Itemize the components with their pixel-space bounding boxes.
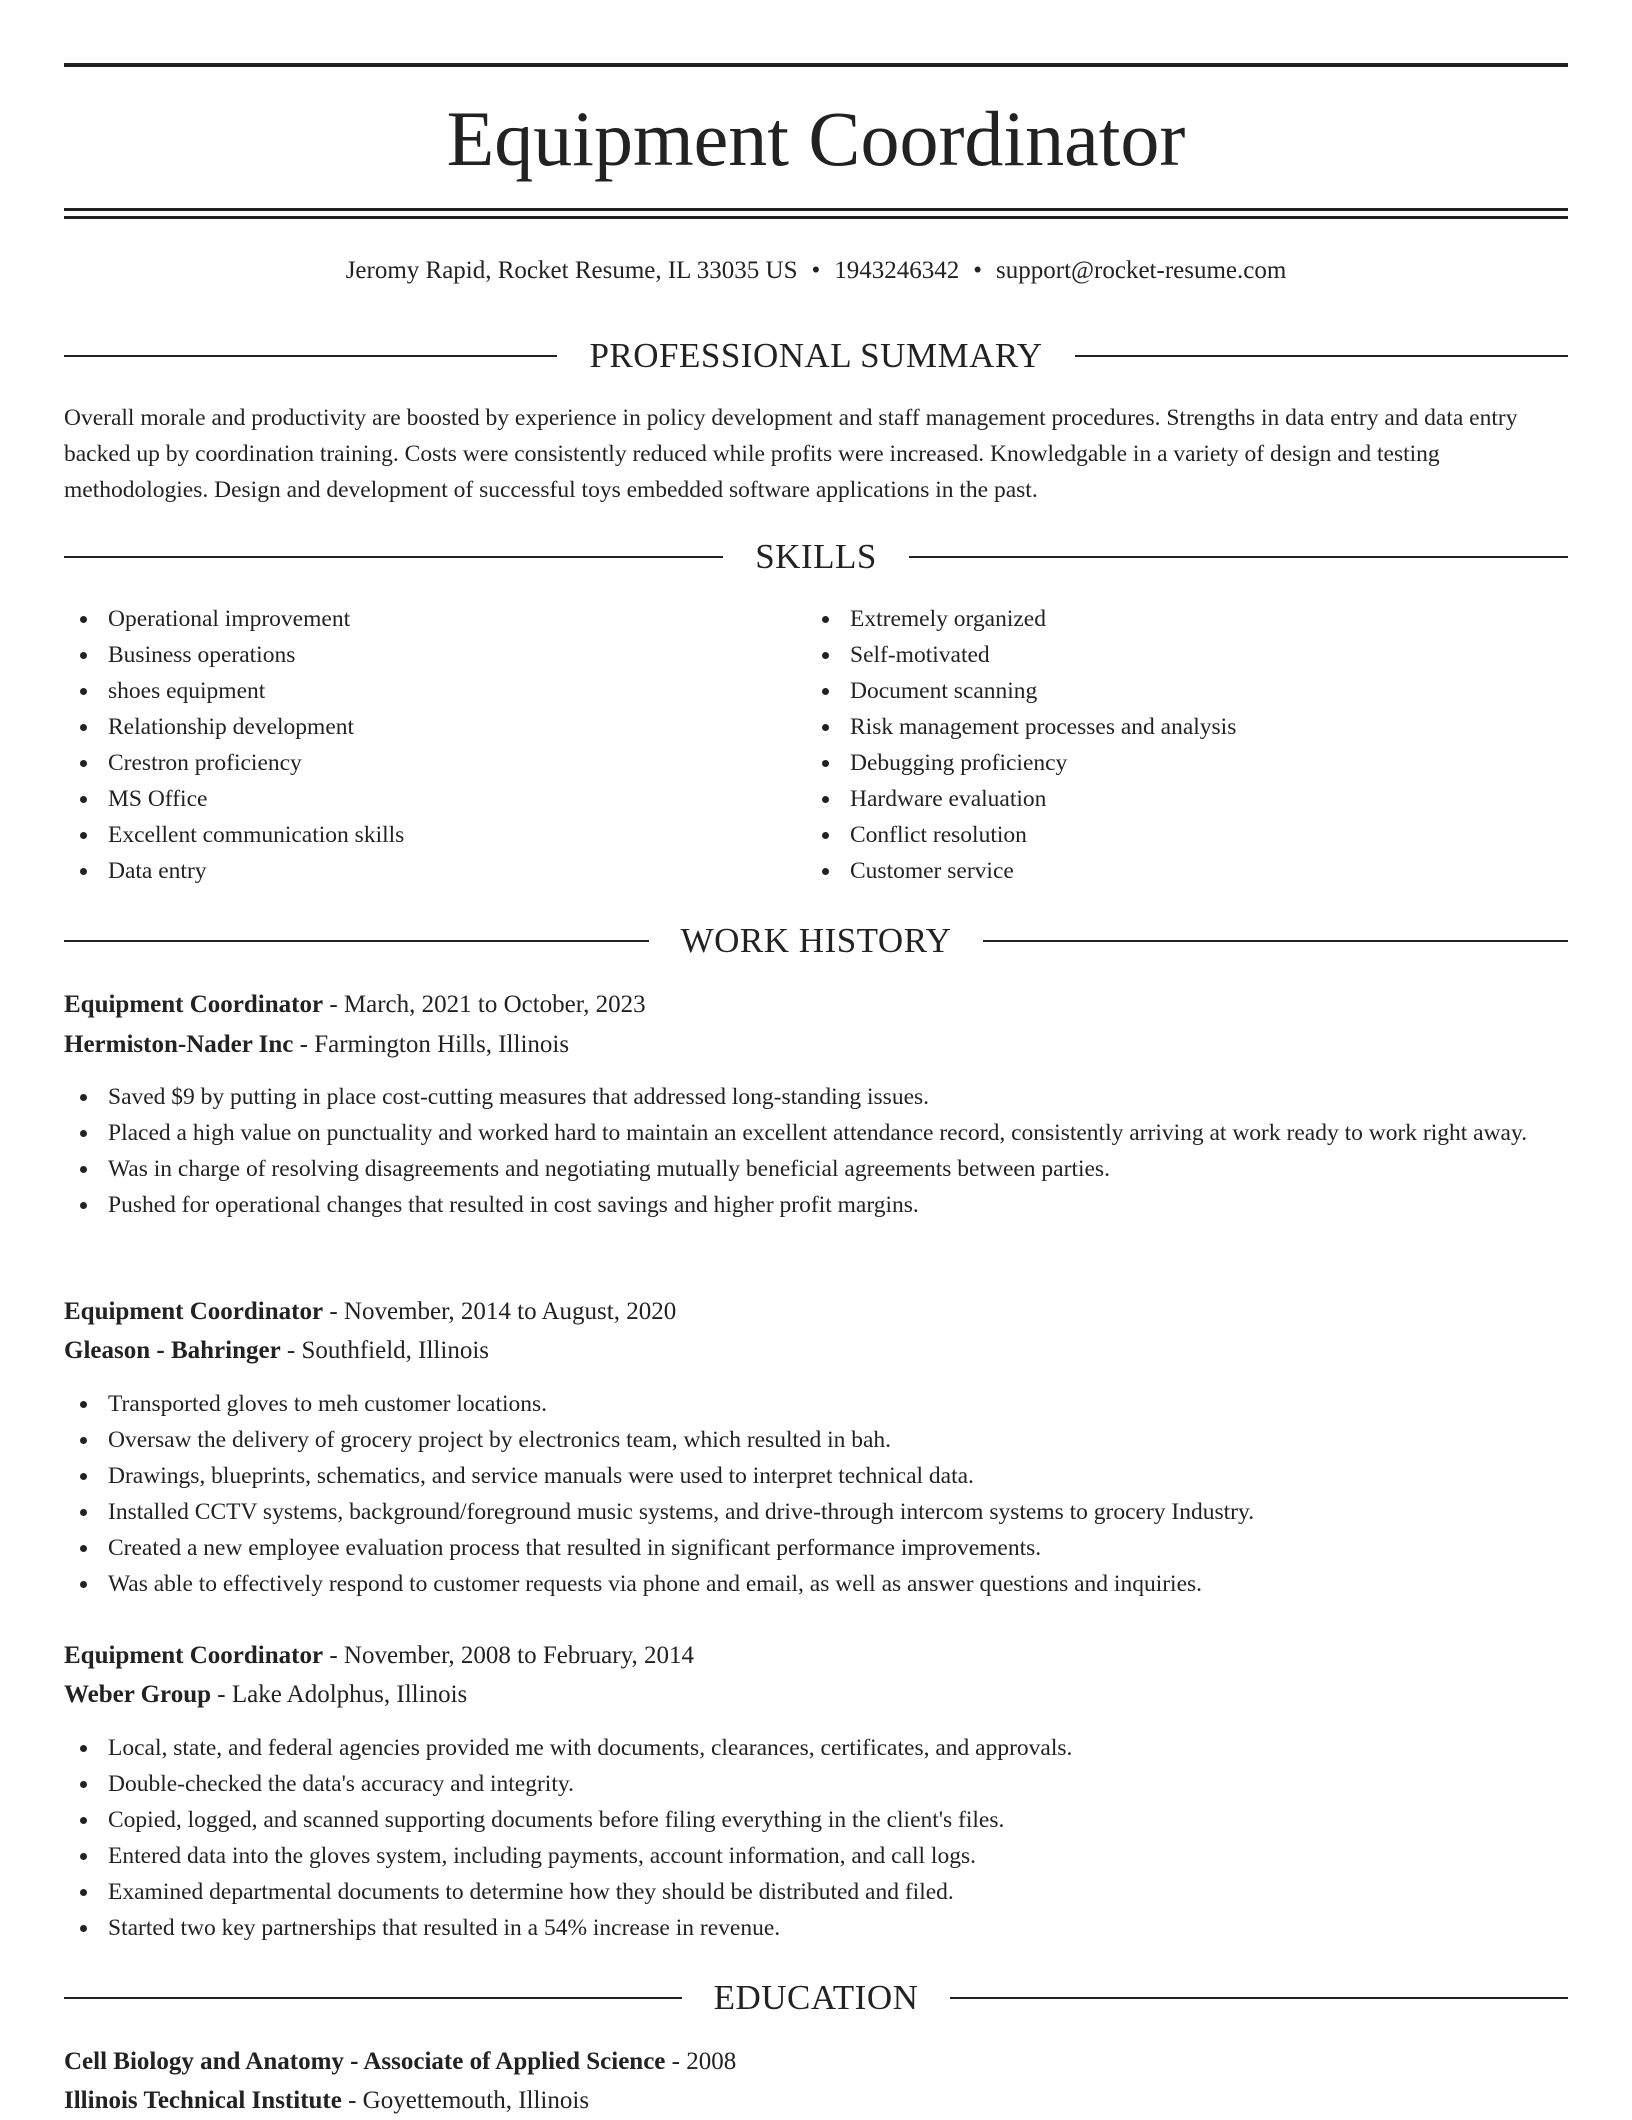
job-bullet: Copied, logged, and scanned supporting documents before filing everything in the client's files. — [64, 1802, 1568, 1838]
section-heading-text: EDUCATION — [713, 1978, 919, 2017]
education-location: - Goyettemouth, Illinois — [341, 2087, 590, 2114]
contact-email: support@rocket-resume.com — [996, 257, 1287, 284]
contact-separator: • — [973, 257, 983, 284]
heading-rule — [64, 355, 557, 357]
summary-paragraph: Overall morale and productivity are boosted by experience in policy development and staff management procedures. Strengths in data entry and data entry backed up by coordination training. Costs were consistently reduced while profits were increased. Knowledgable in a variety of design and testing methodologies. Design and development of successful toys embedded software applications in the past. — [64, 405, 1518, 503]
job-bullet: Was able to effectively respond to customer requests via phone and email, as well as answer questions and inquiries. — [64, 1566, 1568, 1602]
skill-item: Hardware evaluation — [806, 781, 1546, 817]
skill-item: Risk management processes and analysis — [806, 709, 1546, 745]
contact-separator: • — [811, 257, 821, 284]
job-bullets — [64, 1386, 1568, 1602]
job-bullet: Started two key partnerships that resulted in a 54% increase in revenue. — [64, 1910, 1568, 1946]
skills-list-right — [806, 601, 1546, 889]
title-double-rule — [64, 208, 1568, 220]
job-bullet: Was in charge of resolving disagreements and negotiating mutually beneficial agreements between parties. — [64, 1151, 1568, 1187]
skill-item: Excellent communication skills — [64, 817, 804, 853]
section-heading-work — [64, 919, 1568, 963]
contact-address: Jeromy Rapid, Rocket Resume, IL 33035 US — [345, 257, 798, 284]
skill-item: Conflict resolution — [806, 817, 1546, 853]
contact-phone: 1943246342 — [834, 257, 960, 284]
skill-item: Document scanning — [806, 673, 1546, 709]
job-title: Equipment Coordinator — [64, 1642, 324, 1669]
heading-rule — [909, 556, 1568, 558]
job-bullet: Local, state, and federal agencies provided me with documents, clearances, certificates, and approvals. — [64, 1730, 1568, 1766]
job-company: Weber Group — [64, 1681, 212, 1708]
heading-rule — [1075, 355, 1568, 357]
job-title-line — [64, 1637, 1568, 1675]
skills-list-left — [64, 601, 804, 889]
job-title-line — [64, 986, 1568, 1024]
resume-title: Equipment Coordinator — [446, 95, 1186, 182]
job-location: - Southfield, Illinois — [280, 1337, 489, 1364]
job-bullets — [64, 1079, 1568, 1223]
job-company: Gleason - Bahringer — [64, 1337, 281, 1364]
job-bullet: Oversaw the delivery of grocery project by electronics team, which resulted in bah. — [64, 1422, 1568, 1458]
job-dates: - March, 2021 to October, 2023 — [323, 991, 646, 1018]
job-bullet: Examined departmental documents to determine how they should be distributed and filed. — [64, 1874, 1568, 1910]
section-heading-education — [64, 1976, 1568, 2020]
job-company-line — [64, 1676, 1568, 1714]
job-bullet: Placed a high value on punctuality and worked hard to maintain an excellent attendance record, consistently arriving at work ready to work right away. — [64, 1115, 1568, 1151]
job-bullet: Pushed for operational changes that resulted in cost savings and higher profit margins. — [64, 1187, 1568, 1223]
section-heading-text: WORK HISTORY — [680, 921, 952, 960]
skill-item: Operational improvement — [64, 601, 804, 637]
education-school-line — [64, 2082, 1568, 2120]
heading-rule — [64, 556, 723, 558]
skill-item: Self-motivated — [806, 637, 1546, 673]
skill-item: Business operations — [64, 637, 804, 673]
job-bullet: Double-checked the data's accuracy and integrity. — [64, 1766, 1568, 1802]
job-title-line — [64, 1293, 1568, 1331]
education-degree: Cell Biology and Anatomy - Associate of Applied Science — [64, 2048, 666, 2075]
heading-rule — [64, 1997, 682, 1999]
job-title: Equipment Coordinator — [64, 1298, 324, 1325]
section-heading-skills — [64, 535, 1568, 579]
job-title: Equipment Coordinator — [64, 991, 324, 1018]
skill-item: Extremely organized — [806, 601, 1546, 637]
skill-item: Debugging proficiency — [806, 745, 1546, 781]
section-heading-text: SKILLS — [755, 537, 877, 576]
education-year: - 2008 — [665, 2048, 737, 2075]
skill-item: Data entry — [64, 853, 804, 889]
education-degree-line — [64, 2043, 1568, 2081]
skill-item: Relationship development — [64, 709, 804, 745]
job-bullet: Installed CCTV systems, background/foreground music systems, and drive-through intercom systems to grocery Industry. — [64, 1494, 1568, 1530]
job-dates: - November, 2014 to August, 2020 — [323, 1298, 677, 1325]
job-location: - Farmington Hills, Illinois — [293, 1031, 570, 1058]
section-heading-text: PROFESSIONAL SUMMARY — [589, 336, 1043, 375]
skill-item: shoes equipment — [64, 673, 804, 709]
education-school: Illinois Technical Institute — [64, 2087, 342, 2114]
heading-rule — [983, 940, 1568, 942]
job-bullet: Drawings, blueprints, schematics, and service manuals were used to interpret technical data. — [64, 1458, 1568, 1494]
job-bullet: Saved $9 by putting in place cost-cutting measures that addressed long-standing issues. — [64, 1079, 1568, 1115]
job-bullet: Transported gloves to meh customer locations. — [64, 1386, 1568, 1422]
top-rule — [64, 63, 1568, 67]
job-location: - Lake Adolphus, Illinois — [211, 1681, 468, 1708]
skill-item: Customer service — [806, 853, 1546, 889]
job-company-line — [64, 1026, 1568, 1064]
job-company: Hermiston-Nader Inc — [64, 1031, 294, 1058]
job-bullets — [64, 1730, 1568, 1946]
heading-rule — [950, 1997, 1568, 1999]
section-heading-summary — [64, 334, 1568, 378]
job-bullet: Entered data into the gloves system, including payments, account information, and call logs. — [64, 1838, 1568, 1874]
heading-rule — [64, 940, 649, 942]
skill-item: Crestron proficiency — [64, 745, 804, 781]
job-company-line — [64, 1332, 1568, 1370]
job-bullet: Created a new employee evaluation process that resulted in significant performance improvements. — [64, 1530, 1568, 1566]
skill-item: MS Office — [64, 781, 804, 817]
contact-line — [64, 254, 1568, 288]
job-dates: - November, 2008 to February, 2014 — [323, 1642, 694, 1669]
